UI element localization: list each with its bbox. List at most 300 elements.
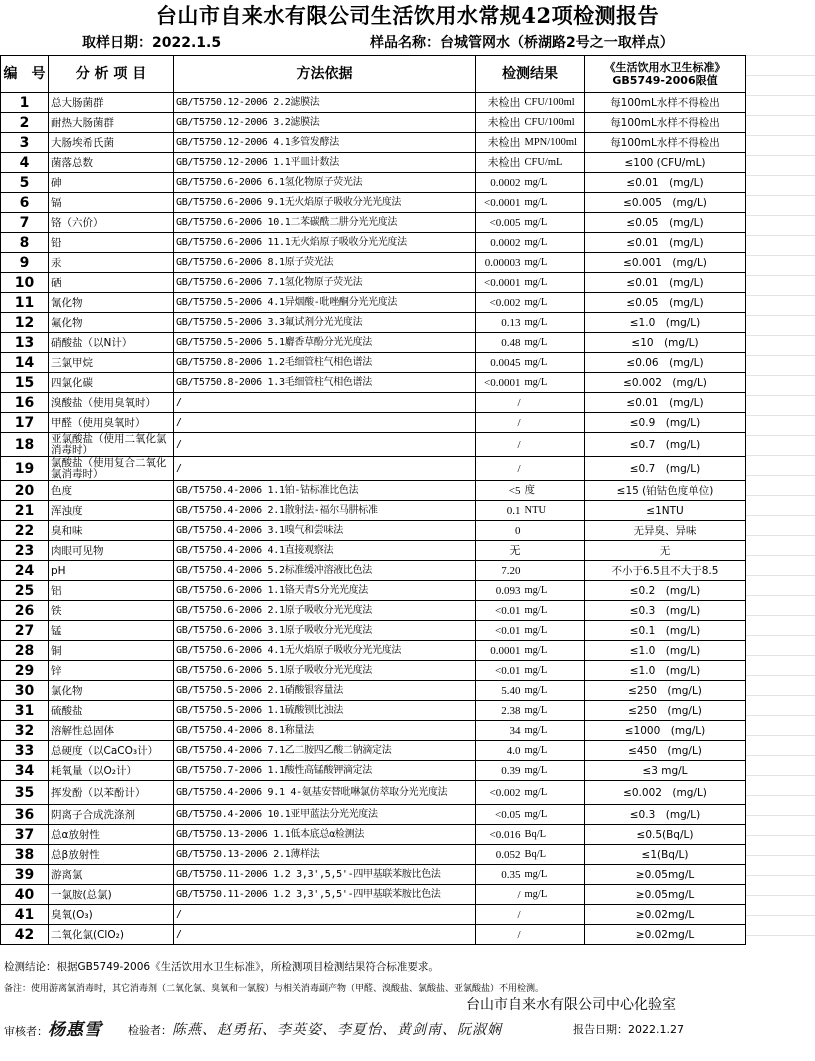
test-result: / bbox=[476, 925, 523, 945]
table-row bbox=[1, 333, 746, 353]
standard-limit: ≤0.002 (mg/L) bbox=[585, 781, 746, 805]
standard-limit: ≤250 (mg/L) bbox=[585, 681, 746, 701]
result-unit: mg/L bbox=[523, 661, 585, 681]
row-number: 34 bbox=[1, 761, 49, 781]
analysis-item: 硒 bbox=[49, 273, 174, 293]
test-result: / bbox=[476, 885, 523, 905]
standard-limit: ≤0.3 (mg/L) bbox=[585, 805, 746, 825]
table-row bbox=[1, 233, 746, 253]
standard-limit: ≤0.7 (mg/L) bbox=[585, 457, 746, 481]
header-no: 编 号 bbox=[1, 56, 49, 93]
standard-limit: 无 bbox=[585, 541, 746, 561]
method-basis: GB/T5750.4-2006 9.1 4-氨基安替吡啉氯仿萃取分光光度法 bbox=[174, 781, 476, 805]
standard-limit: ≤1.0 (mg/L) bbox=[585, 313, 746, 333]
test-result: 0.093 bbox=[476, 581, 523, 601]
inspector-block bbox=[128, 1022, 502, 1039]
inspector-signatures: 陈燕、赵勇拓、李英姿、李夏怡、黄剑南、阮淑娴 bbox=[172, 1022, 502, 1038]
method-basis: GB/T5750.4-2006 3.1嗅气和尝味法 bbox=[174, 521, 476, 541]
method-basis: GB/T5750.11-2006 1.2 3,3',5,5'-四甲基联苯胺比色法 bbox=[174, 885, 476, 905]
table-row bbox=[1, 457, 746, 481]
method-basis: GB/T5750.4-2006 7.1乙二胺四乙酸二钠滴定法 bbox=[174, 741, 476, 761]
table-row bbox=[1, 93, 746, 113]
analysis-item: 镉 bbox=[49, 193, 174, 213]
result-unit: mg/L bbox=[523, 681, 585, 701]
result-unit: mg/L bbox=[523, 781, 585, 805]
analysis-item: 四氯化碳 bbox=[49, 373, 174, 393]
standard-limit: ≤0.01 (mg/L) bbox=[585, 273, 746, 293]
test-result: <0.0001 bbox=[476, 193, 523, 213]
method-basis: GB/T5750.5-2006 4.1异烟酸-吡唑酮分光光度法 bbox=[174, 293, 476, 313]
table-row bbox=[1, 581, 746, 601]
result-unit: mg/L bbox=[523, 721, 585, 741]
result-unit: mg/L bbox=[523, 213, 585, 233]
method-basis: GB/T5750.12-2006 2.2滤膜法 bbox=[174, 93, 476, 113]
test-result: 0.0002 bbox=[476, 233, 523, 253]
result-unit: NTU bbox=[523, 501, 585, 521]
result-unit: mg/L bbox=[523, 173, 585, 193]
standard-limit: 无异臭、异味 bbox=[585, 521, 746, 541]
row-number: 11 bbox=[1, 293, 49, 313]
method-basis: GB/T5750.11-2006 1.2 3,3',5,5'-四甲基联苯胺比色法 bbox=[174, 865, 476, 885]
row-number: 2 bbox=[1, 113, 49, 133]
method-basis: GB/T5750.4-2006 8.1称量法 bbox=[174, 721, 476, 741]
standard-limit: ≤450 (mg/L) bbox=[585, 741, 746, 761]
analysis-item: 臭和味 bbox=[49, 521, 174, 541]
result-unit: mg/L bbox=[523, 885, 585, 905]
method-basis: GB/T5750.12-2006 1.1平皿计数法 bbox=[174, 153, 476, 173]
row-number: 40 bbox=[1, 885, 49, 905]
table-row bbox=[1, 681, 746, 701]
test-result: <0.0001 bbox=[476, 373, 523, 393]
result-unit bbox=[523, 433, 585, 457]
analysis-item: 总大肠菌群 bbox=[49, 93, 174, 113]
standard-limit: ≤15 (铂钴色度单位) bbox=[585, 481, 746, 501]
standard-limit: ≤0.5(Bq/L) bbox=[585, 825, 746, 845]
standard-limit: ≤0.05 (mg/L) bbox=[585, 293, 746, 313]
standard-limit: ≤0.01 (mg/L) bbox=[585, 233, 746, 253]
analysis-item: 铝 bbox=[49, 581, 174, 601]
table-row bbox=[1, 885, 746, 905]
table-row bbox=[1, 561, 746, 581]
analysis-item: 硝酸盐（以N计） bbox=[49, 333, 174, 353]
result-unit: mg/L bbox=[523, 621, 585, 641]
table-row bbox=[1, 413, 746, 433]
analysis-item: 一氯胺(总氯) bbox=[49, 885, 174, 905]
table-row bbox=[1, 925, 746, 945]
inspector-label: 检验者： bbox=[128, 1024, 172, 1037]
row-number: 6 bbox=[1, 193, 49, 213]
standard-limit: ≤10 (mg/L) bbox=[585, 333, 746, 353]
analysis-item: pH bbox=[49, 561, 174, 581]
analysis-item: 浑浊度 bbox=[49, 501, 174, 521]
row-number: 33 bbox=[1, 741, 49, 761]
analysis-item: 铁 bbox=[49, 601, 174, 621]
row-number: 13 bbox=[1, 333, 49, 353]
row-number: 24 bbox=[1, 561, 49, 581]
method-basis: GB/T5750.6-2006 3.1原子吸收分光光度法 bbox=[174, 621, 476, 641]
standard-limit: ≤0.1 (mg/L) bbox=[585, 621, 746, 641]
analysis-item: 汞 bbox=[49, 253, 174, 273]
result-unit: mg/L bbox=[523, 193, 585, 213]
row-number: 3 bbox=[1, 133, 49, 153]
analysis-item: 铅 bbox=[49, 233, 174, 253]
analysis-item: 总β放射性 bbox=[49, 845, 174, 865]
result-unit: mg/L bbox=[523, 865, 585, 885]
table-row bbox=[1, 153, 746, 173]
row-number: 5 bbox=[1, 173, 49, 193]
table-row bbox=[1, 521, 746, 541]
sample-name: 样品名称：台城管网水（桥湖路2号之一取样点） bbox=[370, 35, 674, 51]
test-result: 未检出 bbox=[476, 93, 523, 113]
row-number: 18 bbox=[1, 433, 49, 457]
row-number: 4 bbox=[1, 153, 49, 173]
result-unit bbox=[523, 393, 585, 413]
test-result: / bbox=[476, 905, 523, 925]
standard-limit: ≤0.01 (mg/L) bbox=[585, 393, 746, 413]
test-result: <0.01 bbox=[476, 601, 523, 621]
row-number: 37 bbox=[1, 825, 49, 845]
test-result: <5 bbox=[476, 481, 523, 501]
method-basis: GB/T5750.12-2006 4.1多管发酵法 bbox=[174, 133, 476, 153]
test-result: 无 bbox=[476, 541, 523, 561]
row-number: 9 bbox=[1, 253, 49, 273]
analysis-item: 溴酸盐（使用臭氧时） bbox=[49, 393, 174, 413]
result-unit: CFU/100ml bbox=[523, 113, 585, 133]
table-row bbox=[1, 721, 746, 741]
method-basis: GB/T5750.5-2006 2.1硝酸银容量法 bbox=[174, 681, 476, 701]
test-result: / bbox=[476, 457, 523, 481]
header-standard-line2: GB5749-2006限值 bbox=[612, 74, 718, 87]
row-number: 38 bbox=[1, 845, 49, 865]
result-unit: mg/L bbox=[523, 353, 585, 373]
table-row bbox=[1, 845, 746, 865]
test-result: 4.0 bbox=[476, 741, 523, 761]
test-result: <0.005 bbox=[476, 213, 523, 233]
method-basis: / bbox=[174, 433, 476, 457]
result-unit: mg/L bbox=[523, 805, 585, 825]
report-title: 台山市自来水有限公司生活饮用水常规42项检测报告 bbox=[155, 3, 660, 28]
row-number: 1 bbox=[1, 93, 49, 113]
method-basis: GB/T5750.4-2006 5.2标准缓冲溶液比色法 bbox=[174, 561, 476, 581]
row-number: 32 bbox=[1, 721, 49, 741]
results-table bbox=[0, 55, 746, 945]
result-unit: CFU/mL bbox=[523, 153, 585, 173]
test-result: 0.13 bbox=[476, 313, 523, 333]
result-unit bbox=[523, 541, 585, 561]
table-row bbox=[1, 353, 746, 373]
result-unit: MPN/100ml bbox=[523, 133, 585, 153]
analysis-item: 甲醛（使用臭氧时） bbox=[49, 413, 174, 433]
standard-limit: ≤3 mg/L bbox=[585, 761, 746, 781]
spreadsheet-gridlines bbox=[745, 55, 815, 955]
sample-date: 取样日期：2022.1.5 bbox=[82, 35, 222, 51]
row-number: 27 bbox=[1, 621, 49, 641]
standard-limit: ≤0.06 (mg/L) bbox=[585, 353, 746, 373]
result-unit: 度 bbox=[523, 481, 585, 501]
method-basis: GB/T5750.6-2006 7.1氢化物原子荧光法 bbox=[174, 273, 476, 293]
standard-limit: 每100mL水样不得检出 bbox=[585, 133, 746, 153]
table-row bbox=[1, 393, 746, 413]
row-number: 7 bbox=[1, 213, 49, 233]
test-conclusion: 检测结论：根据GB5749-2006《生活饮用水卫生标准》，所检测项目检测结果符合标准要求。 bbox=[4, 961, 439, 973]
standard-limit: ≤1NTU bbox=[585, 501, 746, 521]
header-item: 分 析 项 目 bbox=[49, 56, 174, 93]
method-basis: GB/T5750.12-2006 3.2滤膜法 bbox=[174, 113, 476, 133]
analysis-item: 耐热大肠菌群 bbox=[49, 113, 174, 133]
table-row bbox=[1, 641, 746, 661]
table-row bbox=[1, 481, 746, 501]
standard-limit: ≤0.005 (mg/L) bbox=[585, 193, 746, 213]
row-number: 8 bbox=[1, 233, 49, 253]
standard-limit: ≤250 (mg/L) bbox=[585, 701, 746, 721]
analysis-item: 耗氧量（以O₂计） bbox=[49, 761, 174, 781]
analysis-item: 阴离子合成洗涤剂 bbox=[49, 805, 174, 825]
result-unit bbox=[523, 521, 585, 541]
method-basis: GB/T5750.6-2006 6.1氢化物原子荧光法 bbox=[174, 173, 476, 193]
standard-limit: 每100mL水样不得检出 bbox=[585, 93, 746, 113]
reviewer-block bbox=[4, 1022, 102, 1040]
method-basis: GB/T5750.4-2006 1.1铂-钴标准比色法 bbox=[174, 481, 476, 501]
analysis-item: 总α放射性 bbox=[49, 825, 174, 845]
result-unit: Bq/L bbox=[523, 845, 585, 865]
row-number: 21 bbox=[1, 501, 49, 521]
standard-limit: ≤0.9 (mg/L) bbox=[585, 413, 746, 433]
reviewer-label: 审核者： bbox=[4, 1025, 48, 1038]
test-result: <0.002 bbox=[476, 781, 523, 805]
test-result: 7.20 bbox=[476, 561, 523, 581]
test-result: <0.05 bbox=[476, 805, 523, 825]
analysis-item: 二氧化氯(ClO₂) bbox=[49, 925, 174, 945]
test-result: <0.0001 bbox=[476, 273, 523, 293]
row-number: 14 bbox=[1, 353, 49, 373]
method-basis: GB/T5750.13-2006 1.1低本底总α检测法 bbox=[174, 825, 476, 845]
test-result: 未检出 bbox=[476, 133, 523, 153]
method-basis: GB/T5750.4-2006 10.1亚甲蓝法分光光度法 bbox=[174, 805, 476, 825]
result-unit: mg/L bbox=[523, 741, 585, 761]
row-number: 41 bbox=[1, 905, 49, 925]
table-row bbox=[1, 701, 746, 721]
method-basis: GB/T5750.6-2006 1.1铬天青S分光光度法 bbox=[174, 581, 476, 601]
analysis-item: 铜 bbox=[49, 641, 174, 661]
standard-limit: ≤1.0 (mg/L) bbox=[585, 661, 746, 681]
analysis-item: 锰 bbox=[49, 621, 174, 641]
table-row bbox=[1, 501, 746, 521]
table-row bbox=[1, 761, 746, 781]
standard-limit: 不小于6.5且不大于8.5 bbox=[585, 561, 746, 581]
test-result: 未检出 bbox=[476, 153, 523, 173]
method-basis: GB/T5750.6-2006 10.1二苯碳酰二肼分光光度法 bbox=[174, 213, 476, 233]
method-basis: GB/T5750.6-2006 9.1无火焰原子吸收分光光度法 bbox=[174, 193, 476, 213]
table-row bbox=[1, 621, 746, 641]
result-unit: Bq/L bbox=[523, 825, 585, 845]
table-row bbox=[1, 433, 746, 457]
row-number: 42 bbox=[1, 925, 49, 945]
standard-limit: ≥0.05mg/L bbox=[585, 865, 746, 885]
method-basis: / bbox=[174, 905, 476, 925]
row-number: 22 bbox=[1, 521, 49, 541]
table-row bbox=[1, 601, 746, 621]
row-number: 30 bbox=[1, 681, 49, 701]
remark-note: 备注：使用游离氯消毒时，其它消毒剂（二氧化氯、臭氧和一氯胺）与相关消毒副产物（甲醛、溴酸盐、氯酸盐、亚氯酸盐）不用检测。 bbox=[4, 984, 545, 994]
test-result: 0.39 bbox=[476, 761, 523, 781]
analysis-item: 挥发酚（以苯酚计） bbox=[49, 781, 174, 805]
row-number: 31 bbox=[1, 701, 49, 721]
table-header bbox=[1, 56, 746, 93]
method-basis: GB/T5750.6-2006 8.1原子荧光法 bbox=[174, 253, 476, 273]
test-result: 0.0001 bbox=[476, 641, 523, 661]
table-row bbox=[1, 173, 746, 193]
table-row bbox=[1, 113, 746, 133]
method-basis: GB/T5750.6-2006 4.1无火焰原子吸收分光光度法 bbox=[174, 641, 476, 661]
standard-limit: ≥0.02mg/L bbox=[585, 925, 746, 945]
table-row bbox=[1, 865, 746, 885]
analysis-item: 肉眼可见物 bbox=[49, 541, 174, 561]
table-row bbox=[1, 293, 746, 313]
standard-limit: ≤0.002 (mg/L) bbox=[585, 373, 746, 393]
table-row bbox=[1, 213, 746, 233]
method-basis: GB/T5750.4-2006 4.1直接观察法 bbox=[174, 541, 476, 561]
analysis-item: 亚氯酸盐（使用二氧化氯消毒时） bbox=[49, 433, 174, 457]
result-unit: mg/L bbox=[523, 273, 585, 293]
test-result: 0.1 bbox=[476, 501, 523, 521]
report-date: 报告日期：2022.1.27 bbox=[573, 1023, 684, 1036]
result-unit: mg/L bbox=[523, 601, 585, 621]
table-row bbox=[1, 193, 746, 213]
test-result: 2.38 bbox=[476, 701, 523, 721]
method-basis: GB/T5750.8-2006 1.3毛细管柱气相色谱法 bbox=[174, 373, 476, 393]
method-basis: GB/T5750.7-2006 1.1酸性高锰酸钾滴定法 bbox=[174, 761, 476, 781]
result-unit: CFU/100ml bbox=[523, 93, 585, 113]
method-basis: GB/T5750.5-2006 3.3氟试剂分光光度法 bbox=[174, 313, 476, 333]
table-row bbox=[1, 661, 746, 681]
result-unit: mg/L bbox=[523, 761, 585, 781]
analysis-item: 氯化物 bbox=[49, 681, 174, 701]
result-unit: mg/L bbox=[523, 293, 585, 313]
result-unit bbox=[523, 905, 585, 925]
method-basis: / bbox=[174, 457, 476, 481]
analysis-item: 砷 bbox=[49, 173, 174, 193]
analysis-item: 色度 bbox=[49, 481, 174, 501]
test-result: / bbox=[476, 433, 523, 457]
standard-limit: ≤0.3 (mg/L) bbox=[585, 601, 746, 621]
row-number: 29 bbox=[1, 661, 49, 681]
analysis-item: 游离氯 bbox=[49, 865, 174, 885]
table-row bbox=[1, 273, 746, 293]
result-unit: mg/L bbox=[523, 641, 585, 661]
row-number: 36 bbox=[1, 805, 49, 825]
standard-limit: 每100mL水样不得检出 bbox=[585, 113, 746, 133]
method-basis: GB/T5750.5-2006 5.1麝香草酚分光光度法 bbox=[174, 333, 476, 353]
test-result: 0.0045 bbox=[476, 353, 523, 373]
result-unit: mg/L bbox=[523, 333, 585, 353]
test-result: 0.35 bbox=[476, 865, 523, 885]
standard-limit: ≤0.2 (mg/L) bbox=[585, 581, 746, 601]
standard-limit: ≤0.01 (mg/L) bbox=[585, 173, 746, 193]
method-basis: GB/T5750.6-2006 5.1原子吸收分光光度法 bbox=[174, 661, 476, 681]
test-result: 5.40 bbox=[476, 681, 523, 701]
analysis-item: 大肠埃希氏菌 bbox=[49, 133, 174, 153]
table-row bbox=[1, 781, 746, 805]
row-number: 15 bbox=[1, 373, 49, 393]
result-unit: mg/L bbox=[523, 701, 585, 721]
test-result: 0.052 bbox=[476, 845, 523, 865]
analysis-item: 总硬度（以CaCO₃计） bbox=[49, 741, 174, 761]
method-basis: / bbox=[174, 413, 476, 433]
analysis-item: 铬（六价） bbox=[49, 213, 174, 233]
table-row bbox=[1, 905, 746, 925]
standard-limit: ≥0.05mg/L bbox=[585, 885, 746, 905]
method-basis: / bbox=[174, 393, 476, 413]
method-basis: GB/T5750.5-2006 1.1硫酸钡比浊法 bbox=[174, 701, 476, 721]
header-standard bbox=[585, 56, 746, 93]
standard-limit: ≤0.05 (mg/L) bbox=[585, 213, 746, 233]
test-result: 0.48 bbox=[476, 333, 523, 353]
result-unit: mg/L bbox=[523, 313, 585, 333]
test-result: <0.002 bbox=[476, 293, 523, 313]
row-number: 39 bbox=[1, 865, 49, 885]
lab-name: 台山市自来水有限公司中心化验室 bbox=[466, 997, 676, 1013]
table-row bbox=[1, 373, 746, 393]
analysis-item: 菌落总数 bbox=[49, 153, 174, 173]
table-row bbox=[1, 805, 746, 825]
test-result: <0.016 bbox=[476, 825, 523, 845]
result-unit bbox=[523, 413, 585, 433]
method-basis: GB/T5750.4-2006 2.1散射法-福尔马肼标准 bbox=[174, 501, 476, 521]
analysis-item: 氰化物 bbox=[49, 293, 174, 313]
row-number: 35 bbox=[1, 781, 49, 805]
test-result: / bbox=[476, 413, 523, 433]
analysis-item: 氟化物 bbox=[49, 313, 174, 333]
row-number: 10 bbox=[1, 273, 49, 293]
method-basis: GB/T5750.6-2006 11.1无火焰原子吸收分光光度法 bbox=[174, 233, 476, 253]
analysis-item: 锌 bbox=[49, 661, 174, 681]
row-number: 20 bbox=[1, 481, 49, 501]
method-basis: GB/T5750.8-2006 1.2毛细管柱气相色谱法 bbox=[174, 353, 476, 373]
method-basis: / bbox=[174, 925, 476, 945]
result-unit: mg/L bbox=[523, 581, 585, 601]
test-result: 0 bbox=[476, 521, 523, 541]
test-result: / bbox=[476, 393, 523, 413]
standard-limit: ≥0.02mg/L bbox=[585, 905, 746, 925]
test-result: 未检出 bbox=[476, 113, 523, 133]
row-number: 19 bbox=[1, 457, 49, 481]
header-standard-line1: 《生活饮用水卫生标准》 bbox=[604, 61, 726, 74]
table-row bbox=[1, 541, 746, 561]
test-result: <0.01 bbox=[476, 661, 523, 681]
result-unit: mg/L bbox=[523, 233, 585, 253]
standard-limit: ≤100 (CFU/mL) bbox=[585, 153, 746, 173]
row-number: 17 bbox=[1, 413, 49, 433]
row-number: 12 bbox=[1, 313, 49, 333]
result-unit bbox=[523, 925, 585, 945]
table-row bbox=[1, 825, 746, 845]
row-number: 25 bbox=[1, 581, 49, 601]
table-row bbox=[1, 253, 746, 273]
table-row bbox=[1, 133, 746, 153]
standard-limit: ≤0.001 (mg/L) bbox=[585, 253, 746, 273]
result-unit: mg/L bbox=[523, 373, 585, 393]
table-row bbox=[1, 741, 746, 761]
standard-limit: ≤1.0 (mg/L) bbox=[585, 641, 746, 661]
standard-limit: ≤1(Bq/L) bbox=[585, 845, 746, 865]
method-basis: GB/T5750.13-2006 2.1薄样法 bbox=[174, 845, 476, 865]
standard-limit: ≤0.7 (mg/L) bbox=[585, 433, 746, 457]
header-result: 检测结果 bbox=[476, 56, 585, 93]
test-result: 34 bbox=[476, 721, 523, 741]
test-result: 0.0002 bbox=[476, 173, 523, 193]
analysis-item: 三氯甲烷 bbox=[49, 353, 174, 373]
test-result: <0.01 bbox=[476, 621, 523, 641]
